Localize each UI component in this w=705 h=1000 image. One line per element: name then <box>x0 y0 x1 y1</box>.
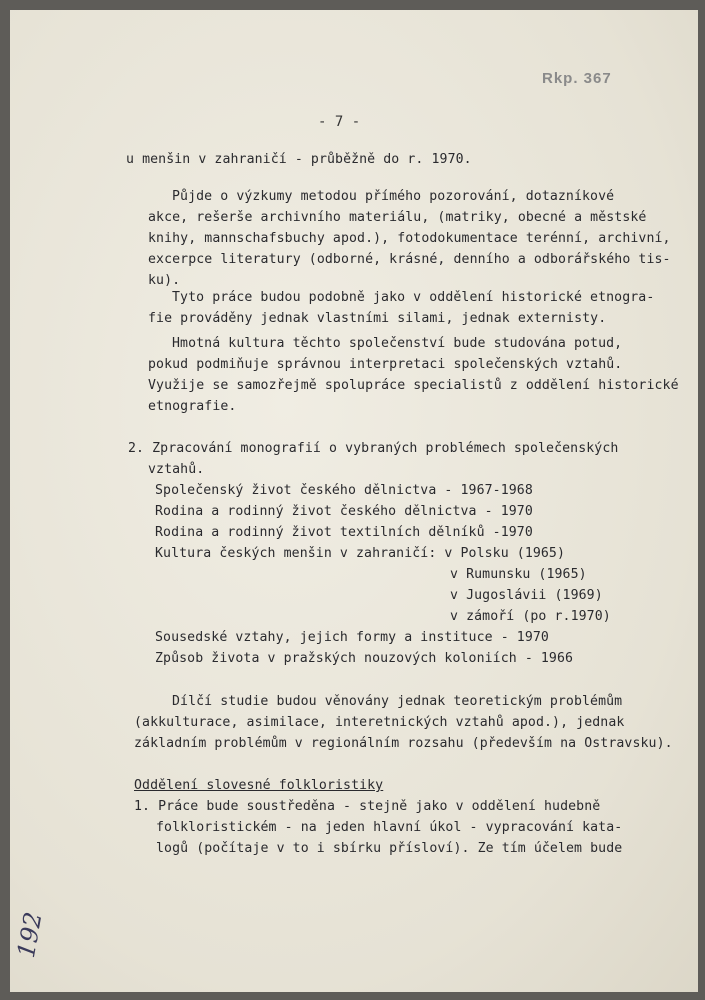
text-line: ku). <box>148 273 181 288</box>
text-line: logů (počítaje v to i sbírku přísloví). Ze tím účelem bude <box>156 841 623 856</box>
archive-stamp: Rkp. 367 <box>542 70 612 87</box>
list-item: Sousedské vztahy, jejich formy a instituce - 1970 <box>155 630 549 645</box>
text-line: u menšin v zahraničí - průběžně do r. 1970. <box>126 152 472 167</box>
list-item: Způsob života v pražských nouzových koloniích - 1966 <box>155 651 574 666</box>
list-item: Rodina a rodinný život textilních dělníků -1970 <box>155 525 533 540</box>
list-item: Společenský život českého dělnictva - 1967-1968 <box>155 483 533 498</box>
section-heading: Oddělení slovesné folkloristiky <box>134 778 384 793</box>
text-line: Dílčí studie budou věnovány jednak teoretickým problémům <box>172 694 623 709</box>
text-line: 1. Práce bude soustředěna - stejně jako v oddělení hudebně <box>134 799 601 814</box>
text-line: etnografie. <box>148 399 237 414</box>
list-item: v zámoří (po r.1970) <box>450 609 611 624</box>
text-line: pokud podmiňuje správnou interpretaci společenských vztahů. <box>148 357 623 372</box>
list-item: v Jugoslávii (1969) <box>450 588 603 603</box>
text-line: Tyto práce budou podobně jako v oddělení historické etnogra- <box>172 290 655 305</box>
text-line: Půjde o výzkumy metodou přímého pozorování, dotazníkové <box>172 189 615 204</box>
handwritten-folio-number: 192 <box>12 909 48 960</box>
list-item: Rodina a rodinný život českého dělnictva - 1970 <box>155 504 533 519</box>
text-line: Hmotná kultura těchto společenství bude studována potud, <box>172 336 623 351</box>
page-number: - 7 - <box>318 114 361 130</box>
text-line: 2. Zpracování monografií o vybraných problémech společenských <box>128 441 619 456</box>
list-item: v Rumunsku (1965) <box>450 567 587 582</box>
text-line: (akkulturace, asimilace, interetnických vztahů apod.), jednak <box>134 715 625 730</box>
document-page <box>10 10 698 992</box>
list-item: Kultura českých menšin v zahraničí: v Polsku (1965) <box>155 546 566 561</box>
text-line: fie prováděny jednak vlastními silami, jednak externisty. <box>148 311 607 326</box>
text-line: akce, rešerše archivního materiálu, (matriky, obecné a městské <box>148 210 647 225</box>
text-line: knihy, mannschafsbuchy apod.), fotodokumentace terénní, archivní, <box>148 231 671 246</box>
text-line: excerpce literatury (odborné, krásné, denního a odborářského tis- <box>148 252 671 267</box>
text-line: základním problémům v regionálním rozsahu (především na Ostravsku). <box>134 736 673 751</box>
text-line: vztahů. <box>148 462 205 477</box>
text-line: folkloristickém - na jeden hlavní úkol - vypracování kata- <box>156 820 623 835</box>
text-line: Využije se samozřejmě spolupráce specialistů z oddělení historické <box>148 378 679 393</box>
